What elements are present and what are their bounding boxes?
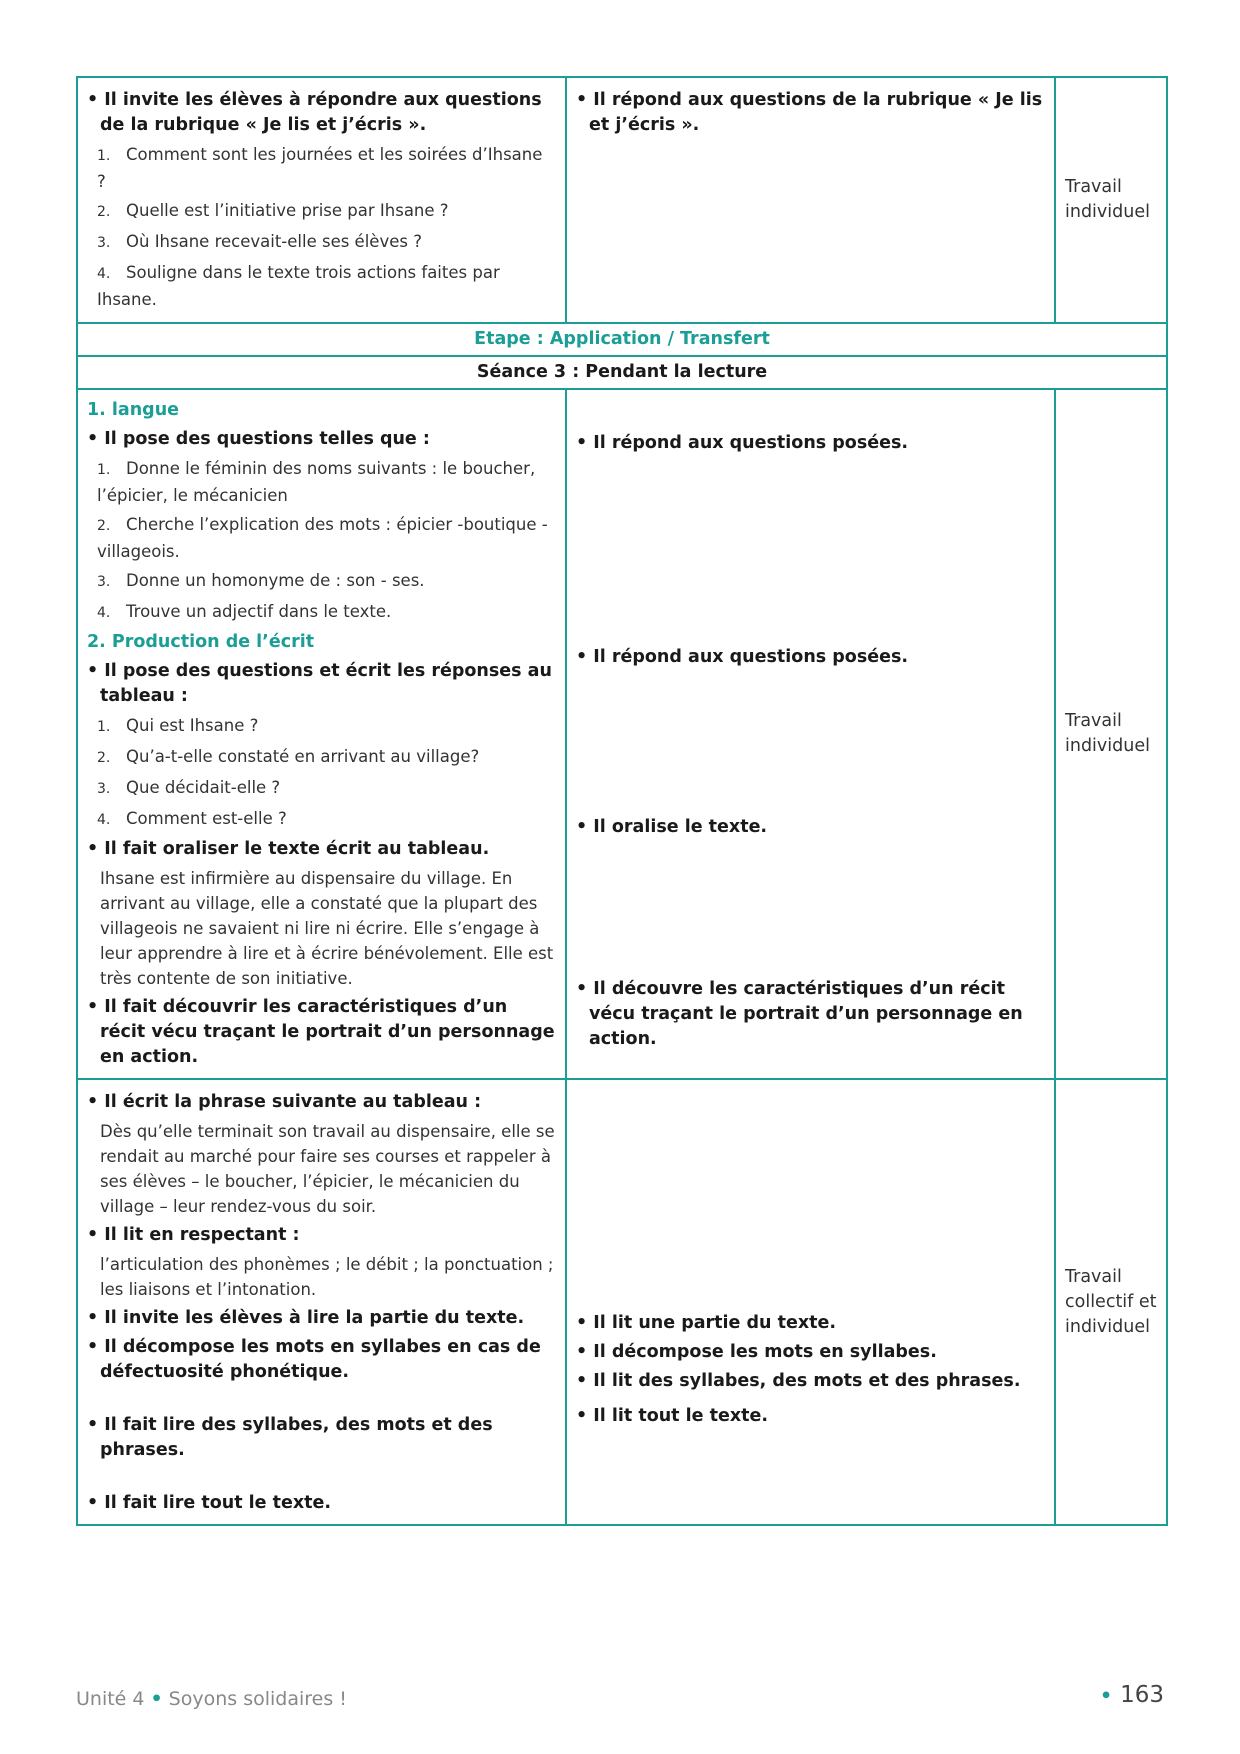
table-row [77,77,1167,323]
teacher-cell [77,77,566,323]
teacher-bullet: • Il écrit la phrase suivante au tableau : [87,1090,556,1115]
lesson-table [76,76,1168,1526]
question-item: 3. Où Ihsane recevait-elle ses élèves ? [97,232,422,251]
teacher-bullet: • Il invite les élèves à répondre aux questions de la rubrique « Je lis et j’écris ». [87,88,556,138]
question-item: 3. Que décidait-elle ? [97,778,281,797]
teacher-bullet: • Il fait découvrir les caractéristiques d’un récit vécu traçant le portrait d’un personnage en action. [87,995,556,1070]
table-row [77,323,1167,356]
teacher-cell [77,1079,566,1525]
question-item: 1. Comment sont les journées et les soirées d’Ihsane ? [97,145,543,191]
page-number-block [1100,1682,1164,1708]
student-bullet: • Il lit une partie du texte. [576,1311,1045,1336]
table-row [77,389,1167,1079]
teacher-bullet: • Il fait oraliser le texte écrit au tableau. [87,837,556,862]
question-item: 2. Qu’a-t-elle constaté en arrivant au village? [97,747,480,766]
section-heading: 1. langue [87,400,180,420]
student-bullet: • Il répond aux questions de la rubrique « Je lis et j’écris ». [576,88,1045,138]
student-bullet: • Il oralise le texte. [576,815,1045,840]
bullet-icon: • [150,1688,163,1710]
question-item: 2. Cherche l’explication des mots : épicier -boutique - villageois. [97,515,548,561]
question-item: 4. Trouve un adjectif dans le texte. [97,602,392,621]
teacher-bullet: • Il invite les élèves à lire la partie du texte. [87,1306,556,1331]
teacher-bullet: • Il fait lire tout le texte. [87,1491,556,1516]
teacher-bullet: • Il pose des questions et écrit les réponses au tableau : [87,659,556,709]
table-row [77,356,1167,389]
student-bullet: • Il lit tout le texte. [576,1404,1045,1429]
bullet-icon: • [1099,1685,1113,1707]
teacher-bullet: • Il décompose les mots en syllabes en cas de défectuosité phonétique. [87,1335,556,1385]
table-row [77,1079,1167,1525]
student-bullet: • Il découvre les caractéristiques d’un récit vécu traçant le portrait d’un personnage en action. [576,977,1045,1052]
work-mode: Travail individuel [1055,77,1167,323]
student-bullet: • Il répond aux questions posées. [576,431,1045,456]
question-item: 4. Comment est-elle ? [97,809,287,828]
question-item: 2. Quelle est l’initiative prise par Ihsane ? [97,201,449,220]
unit-label: Unité 4 [76,1688,145,1710]
question-item: 1. Qui est Ihsane ? [97,716,259,735]
teacher-bullet: • Il pose des questions telles que : [87,427,556,452]
reading-criteria: l’articulation des phonèmes ; le débit ; la ponctuation ; les liaisons et l’intonation. [100,1255,554,1299]
student-bullet: • Il décompose les mots en syllabes. [576,1340,1045,1365]
student-cell [566,389,1055,1079]
oral-text: Ihsane est infirmière au dispensaire du village. En arrivant au village, elle a constaté que la plupart des villageois ne savaient ni lire ni écrire. Elle s’engage à leur apprendre à lire et à écrire bénévolement. Elle est très contente de son initiative. [100,869,554,988]
etape-heading: Etape : Application / Transfert [77,323,1167,356]
question-item: 3. Donne un homonyme de : son - ses. [97,571,425,590]
student-cell [566,77,1055,323]
unit-title: Soyons solidaires ! [168,1688,347,1710]
seance-heading: Séance 3 : Pendant la lecture [77,356,1167,389]
footer-unit [76,1688,347,1710]
section-heading: 2. Production de l’écrit [87,632,315,652]
teacher-bullet: • Il fait lire des syllabes, des mots et des phrases. [87,1413,556,1463]
question-item: 4. Souligne dans le texte trois actions faites par Ihsane. [97,263,500,309]
teacher-cell [77,389,566,1079]
student-bullet: • Il répond aux questions posées. [576,645,1045,670]
question-item: 1. Donne le féminin des noms suivants : le boucher, l’épicier, le mécanicien [97,459,536,505]
student-cell [566,1079,1055,1525]
work-mode: Travail collectif et individuel [1055,1079,1167,1525]
work-mode: Travail individuel [1055,389,1167,1079]
page-number: 163 [1120,1682,1164,1708]
student-bullet: • Il lit des syllabes, des mots et des phrases. [576,1369,1045,1394]
teacher-bullet: • Il lit en respectant : [87,1223,556,1248]
sentence-text: Dès qu’elle terminait son travail au dispensaire, elle se rendait au marché pour faire ses courses et rappeler à ses élèves – le boucher, l’épicier, le mécanicien du village – leur rendez-vous du soir. [100,1122,555,1216]
